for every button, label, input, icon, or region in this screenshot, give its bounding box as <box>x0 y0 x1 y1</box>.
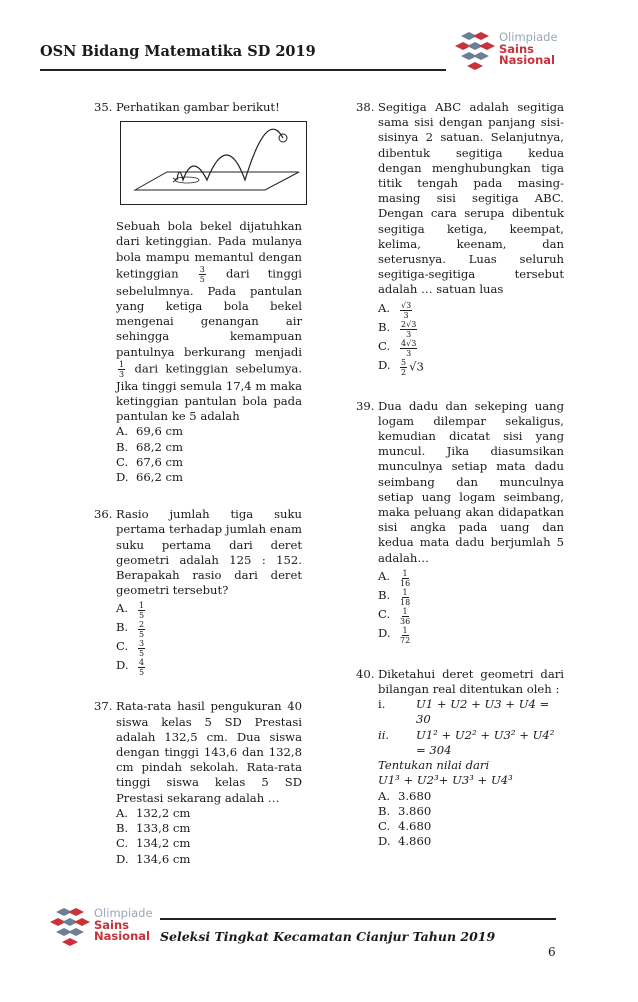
option-text: 133,8 cm <box>136 821 191 836</box>
header-rule <box>40 69 446 71</box>
option-text: 4.860 <box>398 834 432 849</box>
fraction-denominator: 3 <box>119 369 125 379</box>
option-label: C. <box>116 454 129 469</box>
option-label: D. <box>378 357 391 372</box>
logo-line3: Nasional <box>499 53 555 68</box>
option-label: D. <box>116 658 129 673</box>
option-label: A. <box>116 601 129 616</box>
fraction-denominator: 5 <box>139 668 145 678</box>
logo-line1: Olimpiade <box>94 906 153 920</box>
option-label: C. <box>378 338 391 353</box>
osn-logo-icon <box>455 30 495 74</box>
option-a <box>116 601 302 620</box>
footer-text: Seleksi Tingkat Kecamatan Cianjur Tahun 2019 <box>160 929 496 944</box>
question-39 <box>356 399 564 645</box>
fraction <box>400 607 410 626</box>
question-35 <box>94 100 302 485</box>
fraction <box>138 639 145 658</box>
option-label: A. <box>378 300 391 315</box>
question-36 <box>94 507 302 677</box>
fraction-numerator: 1 <box>402 587 408 597</box>
fraction-denominator: 3 <box>403 310 409 320</box>
option-label: B. <box>378 587 391 602</box>
page-header-title: OSN Bidang Matematika SD 2019 <box>40 43 316 60</box>
option-c <box>116 836 302 851</box>
question-number: 39. <box>356 398 375 413</box>
logo-line3: Nasional <box>94 929 150 944</box>
fraction-numerator: 1 <box>119 359 125 369</box>
fraction <box>400 626 410 645</box>
fraction <box>400 320 417 339</box>
option-text: 132,2 cm <box>136 805 191 820</box>
fraction-denominator: 36 <box>400 616 411 626</box>
footer-osn-logo-icon <box>50 906 90 950</box>
question-text <box>116 219 302 424</box>
condition-1 <box>378 697 564 727</box>
option-d <box>116 470 302 485</box>
fraction-numerator: 1 <box>402 625 408 635</box>
option-label: C. <box>378 818 391 833</box>
fraction-denominator: 5 <box>139 630 145 640</box>
fraction-numerator: 4√3 <box>401 338 417 348</box>
fraction-numerator: 1 <box>139 601 145 611</box>
fraction <box>118 360 125 379</box>
fraction-numerator: 2 <box>139 620 145 630</box>
option-b <box>378 804 564 819</box>
prompt-text <box>378 758 564 773</box>
option-text: 68,2 cm <box>136 439 183 454</box>
question-text: Dua dadu dan sekeping uang logam dilempar sekaligus, kemudian dicatat sisi yang muncul. Jika diasumsikan munculnya setiap mata dadu seimbang dan munculnya setiap uang logam seimbang, maka peluang akan didapatkan sisi angka pada uang dan kedua mata dadu berjumlah 5 adalah… <box>378 398 564 565</box>
option-label: A. <box>116 805 129 820</box>
option-b <box>378 320 564 339</box>
option-label: D. <box>116 851 129 866</box>
option-text: 3.860 <box>398 803 432 818</box>
option-c <box>378 819 564 834</box>
option-a <box>378 301 564 320</box>
fraction-numerator: 2√3 <box>401 319 417 329</box>
fraction-numerator: 3 <box>139 639 145 649</box>
option-label: C. <box>116 836 129 851</box>
question-text-part: dari ketinggian sebelumya. Jika tinggi semula 17,4 m maka ketinggian pantulan bola pada pantulan ke 5 adalah <box>116 361 302 424</box>
option-text: 67,6 cm <box>136 454 183 469</box>
question-text-part: Sebuah bola bekel dijatuhkan dari ketinggian. Pada mulanya bola mampu memantul dengan ketinggian <box>116 219 302 281</box>
option-text: 4.680 <box>398 818 432 833</box>
option-label: D. <box>378 834 391 849</box>
question-37 <box>94 699 302 866</box>
option-text: 134,6 cm <box>136 851 191 866</box>
option-label: A. <box>378 568 391 583</box>
fraction-numerator: 1 <box>402 568 408 578</box>
question-number: 37. <box>94 699 113 714</box>
prompt: Tentukan nilai dari <box>378 758 490 773</box>
option-label: B. <box>378 803 391 818</box>
condition-label: ii. <box>378 727 390 742</box>
bouncing-ball-figure <box>120 121 307 205</box>
fraction <box>400 588 410 607</box>
option-text: 66,2 cm <box>136 470 183 485</box>
fraction <box>138 620 145 639</box>
option-a <box>116 424 302 439</box>
option-d <box>378 358 564 377</box>
option-c <box>378 339 564 358</box>
question-number: 40. <box>356 666 375 681</box>
condition-label: i. <box>378 697 386 712</box>
fraction-numerator: √3 <box>401 300 412 310</box>
option-label: A. <box>116 424 129 439</box>
footer-rule <box>160 918 556 920</box>
question-38 <box>356 100 564 377</box>
fraction <box>199 265 206 284</box>
logo-line1: Olimpiade <box>499 30 558 44</box>
fraction <box>400 339 417 358</box>
fraction-denominator: 72 <box>400 635 411 645</box>
fraction <box>400 569 410 588</box>
fraction <box>400 301 412 320</box>
option-c <box>116 639 302 658</box>
fraction <box>400 358 407 377</box>
option-label: B. <box>378 319 391 334</box>
option-a <box>116 806 302 821</box>
fraction <box>138 601 145 620</box>
option-b <box>378 588 564 607</box>
option-d <box>378 834 564 849</box>
expression-text: U1³ + U2³+ U3³ + U4³ <box>378 773 513 788</box>
fraction-numerator: 3 <box>199 264 205 274</box>
option-a <box>378 569 564 588</box>
question-text: Rata-rata hasil pengukuran 40 siswa kelas 5 SD Prestasi adalah 132,5 cm. Dua siswa dengan tinggi 143,6 dan 132,8 cm pindah sekolah. Rata-rata tinggi siswa kelas 5 SD Prestasi sekarang adalah … <box>116 699 302 805</box>
option-label: A. <box>378 788 391 803</box>
condition-text: U1 + U2 + U3 + U4 = 30 <box>416 697 550 727</box>
option-label: D. <box>116 470 129 485</box>
option-text: 69,6 cm <box>136 424 183 439</box>
question-number: 35. <box>94 100 113 114</box>
question-text: Segitiga ABC adalah segitiga sama sisi dengan panjang sisi-sisinya 2 satuan. Selanjutnya, dibentuk segitiga kedua dengan menghubungkan tiga titik tengah pada masing-masing sisi segitiga ABC. Dengan cara serupa dibentuk segitiga ketiga, keempat, kelima, keenam, dan seterusnya. Luas seluruh segitiga-segitiga tersebut adalah … satuan luas <box>378 100 564 297</box>
option-label: D. <box>378 625 391 640</box>
option-d <box>378 626 564 645</box>
option-c <box>116 455 302 470</box>
option-label: B. <box>116 439 129 454</box>
option-b <box>116 440 302 455</box>
question-text-part: dari tinggi sebelulmnya. Pada pantulan yang ketiga bola bekel mengenai genangan air sehingga kemampuan pantulnya berkurang menjadi <box>116 266 302 359</box>
option-d <box>116 852 302 867</box>
fraction <box>138 658 145 677</box>
condition-text: U1² + U2² + U3² + U4² = 304 <box>416 727 555 757</box>
fraction-denominator: 5 <box>139 611 145 621</box>
fraction-numerator: 1 <box>402 606 408 616</box>
footer-logo-wordmark <box>94 908 153 943</box>
question-number: 38. <box>356 100 375 114</box>
fraction-denominator: 3 <box>406 348 412 358</box>
expression <box>378 773 564 788</box>
page-number: 6 <box>548 945 556 959</box>
left-column <box>94 100 302 867</box>
question-intro: Perhatikan gambar berikut! <box>116 100 280 114</box>
question-text: Diketahui deret geometri dari bilangan real ditentukan oleh : <box>378 666 564 697</box>
question-text: Rasio jumlah tiga suku pertama terhadap jumlah enam suku pertama dari deret geometri adalah 125 : 152. Berapakah rasio dari deret geometri tersebut? <box>116 507 302 598</box>
fraction-numerator: 4 <box>139 658 145 668</box>
option-text: 3.680 <box>398 788 432 803</box>
fraction-denominator: 2 <box>401 367 407 377</box>
option-d <box>116 658 302 677</box>
question-number: 36. <box>94 507 113 522</box>
option-suffix: √3 <box>409 359 424 374</box>
option-b <box>116 821 302 836</box>
option-a <box>378 789 564 804</box>
fraction-denominator: 5 <box>199 274 205 284</box>
fraction-denominator: 16 <box>400 578 411 588</box>
question-40 <box>356 667 564 849</box>
right-column <box>356 100 564 849</box>
option-b <box>116 620 302 639</box>
fraction-denominator: 18 <box>400 597 411 607</box>
option-label: B. <box>116 821 129 836</box>
option-label: B. <box>116 620 129 635</box>
bouncing-ball-drawing <box>121 122 306 204</box>
logo-wordmark <box>499 32 558 67</box>
fraction-numerator: 5 <box>401 357 407 367</box>
option-label: C. <box>116 639 129 654</box>
fraction-denominator: 5 <box>139 649 145 659</box>
option-text: 134,2 cm <box>136 836 191 851</box>
logo-line2: Sains <box>94 917 130 932</box>
condition-2 <box>378 728 564 758</box>
logo-line2: Sains <box>499 41 535 56</box>
option-label: C. <box>378 606 391 621</box>
fraction-denominator: 3 <box>406 329 412 339</box>
option-c <box>378 607 564 626</box>
